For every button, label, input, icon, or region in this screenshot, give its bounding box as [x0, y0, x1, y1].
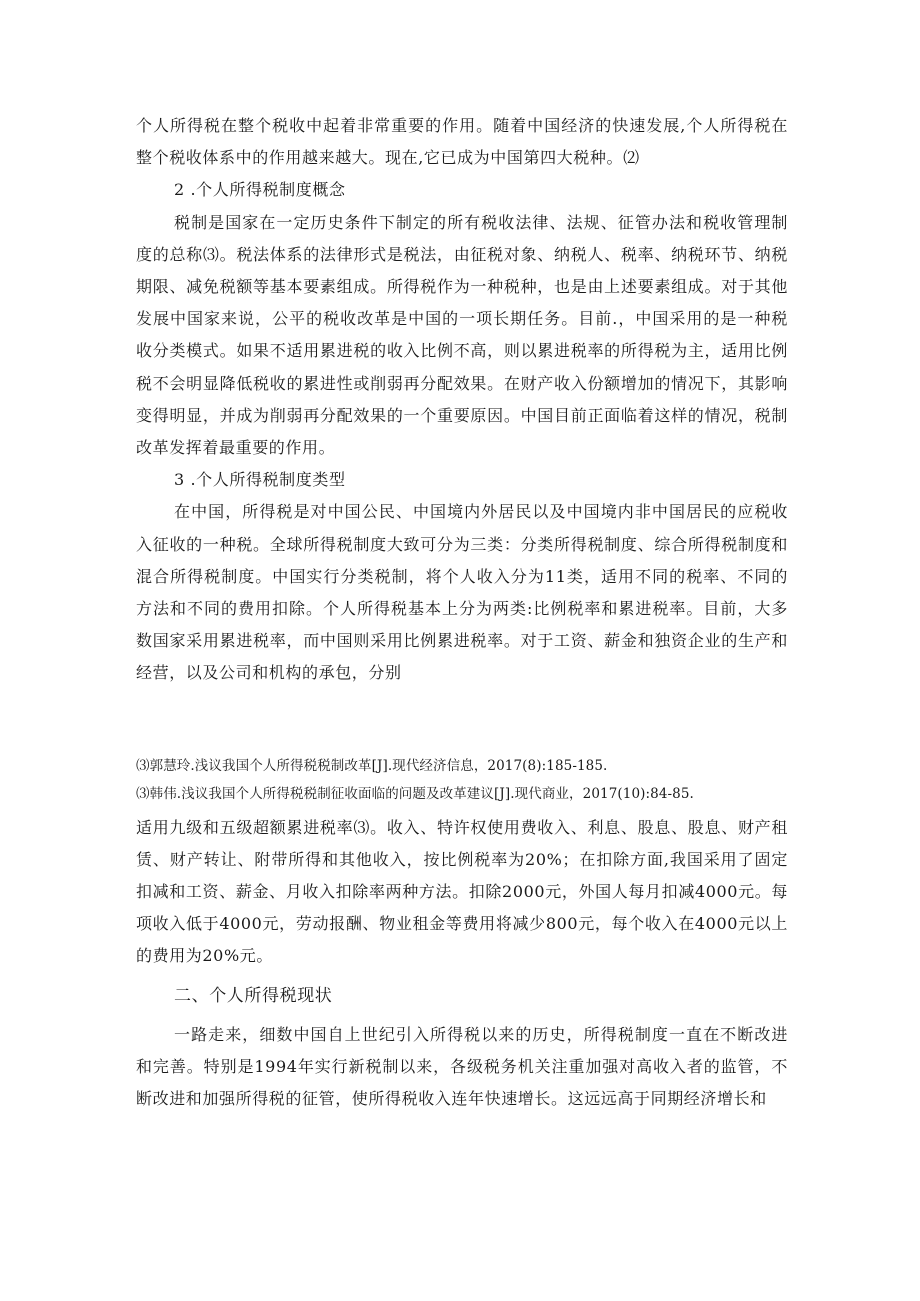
footnote: ⑶郭慧玲.浅议我国个人所得税税制改革[J].现代经济信息，2017(8):185-185.	[136, 757, 608, 774]
part-2-title: 二、个人所得税现状	[174, 985, 333, 1006]
continuation-paragraph: 适用九级和五级超额累进税率⑶。收入、特许权使用费收入、利息、股息、股息、财产租赁、财产转让、附带所得和其他收入，按比例税率为20%；在扣除方面,我国采用了固定扣减和工资、薪金、月收入扣除率两种方法。扣除2000元，外国人每月扣减4000元。每项收入低于4000元，劳动报酬、物业租金等费用将减少800元，每个收入在4000元以上的费用为20%元。	[136, 817, 788, 966]
section-3-heading: 3 .个人所得税制度类型	[174, 470, 346, 490]
part-2-paragraph: 一路走来，细数中国自上世纪引入所得税以来的历史，所得税制度一直在不断改进和完善。特别是1994年实行新税制以来，各级税务机关注重加强对高收入者的监管，不断改进和加强所得税的征管，使所得税收入连年快速增长。这远远高于同期经济增长和	[136, 1024, 788, 1109]
section-2-paragraph: 税制是国家在一定历史条件下制定的所有税收法律、法规、征管办法和税收管理制度的总称⑶。税法体系的法律形式是税法，由征税对象、纳税人、税率、纳税环节、纳税期限、减免税额等基本要素组成。所得税作为一种税种，也是由上述要素组成。对于其他发展中国家来说，公平的税收改革是中国的一项长期任务。目前.，中国采用的是一种税收分类模式。如果不适用累进税的收入比例不高，则以累进税率的所得税为主，适用比例税不会明显降低税收的累进性或削弱再分配效果。在财产收入份额增加的情况下，其影响变得明显，并成为削弱再分配效果的一个重要原因。中国目前正面临着这样的情况，税制改革发挥着最重要的作用。	[136, 212, 788, 458]
section-2-heading: 2 .个人所得税制度概念	[174, 180, 346, 200]
page-break-spacer	[136, 690, 788, 752]
intro-paragraph: 个人所得税在整个税收中起着非常重要的作用。随着中国经济的快速发展,个人所得税在整个税收体系中的作用越来越大。现在,它已成为中国第四大税种。⑵	[136, 116, 788, 168]
document-page	[136, 110, 788, 1115]
section-3-paragraph: 在中国，所得税是对中国公民、中国境内外居民以及中国境内非中国居民的应税收入征收的一种税。全球所得税制度大致可分为三类：分类所得税制度、综合所得税制度和混合所得税制度。中国实行分类税制，将个人收入分为11类，适用不同的税率、不同的方法和不同的费用扣除。个人所得税基本上分为两类:比例税率和累进税率。目前，大多数国家采用累进税率，而中国则采用比例累进税率。对于工资、薪金和独资企业的生产和经营，以及公司和机构的承包，分别	[136, 502, 788, 683]
footnote: ⑶韩伟.浅议我国个人所得税税制征收面临的问题及改革建议[J].现代商业，2017(10):84-85.	[136, 785, 694, 802]
footnotes	[136, 752, 788, 808]
